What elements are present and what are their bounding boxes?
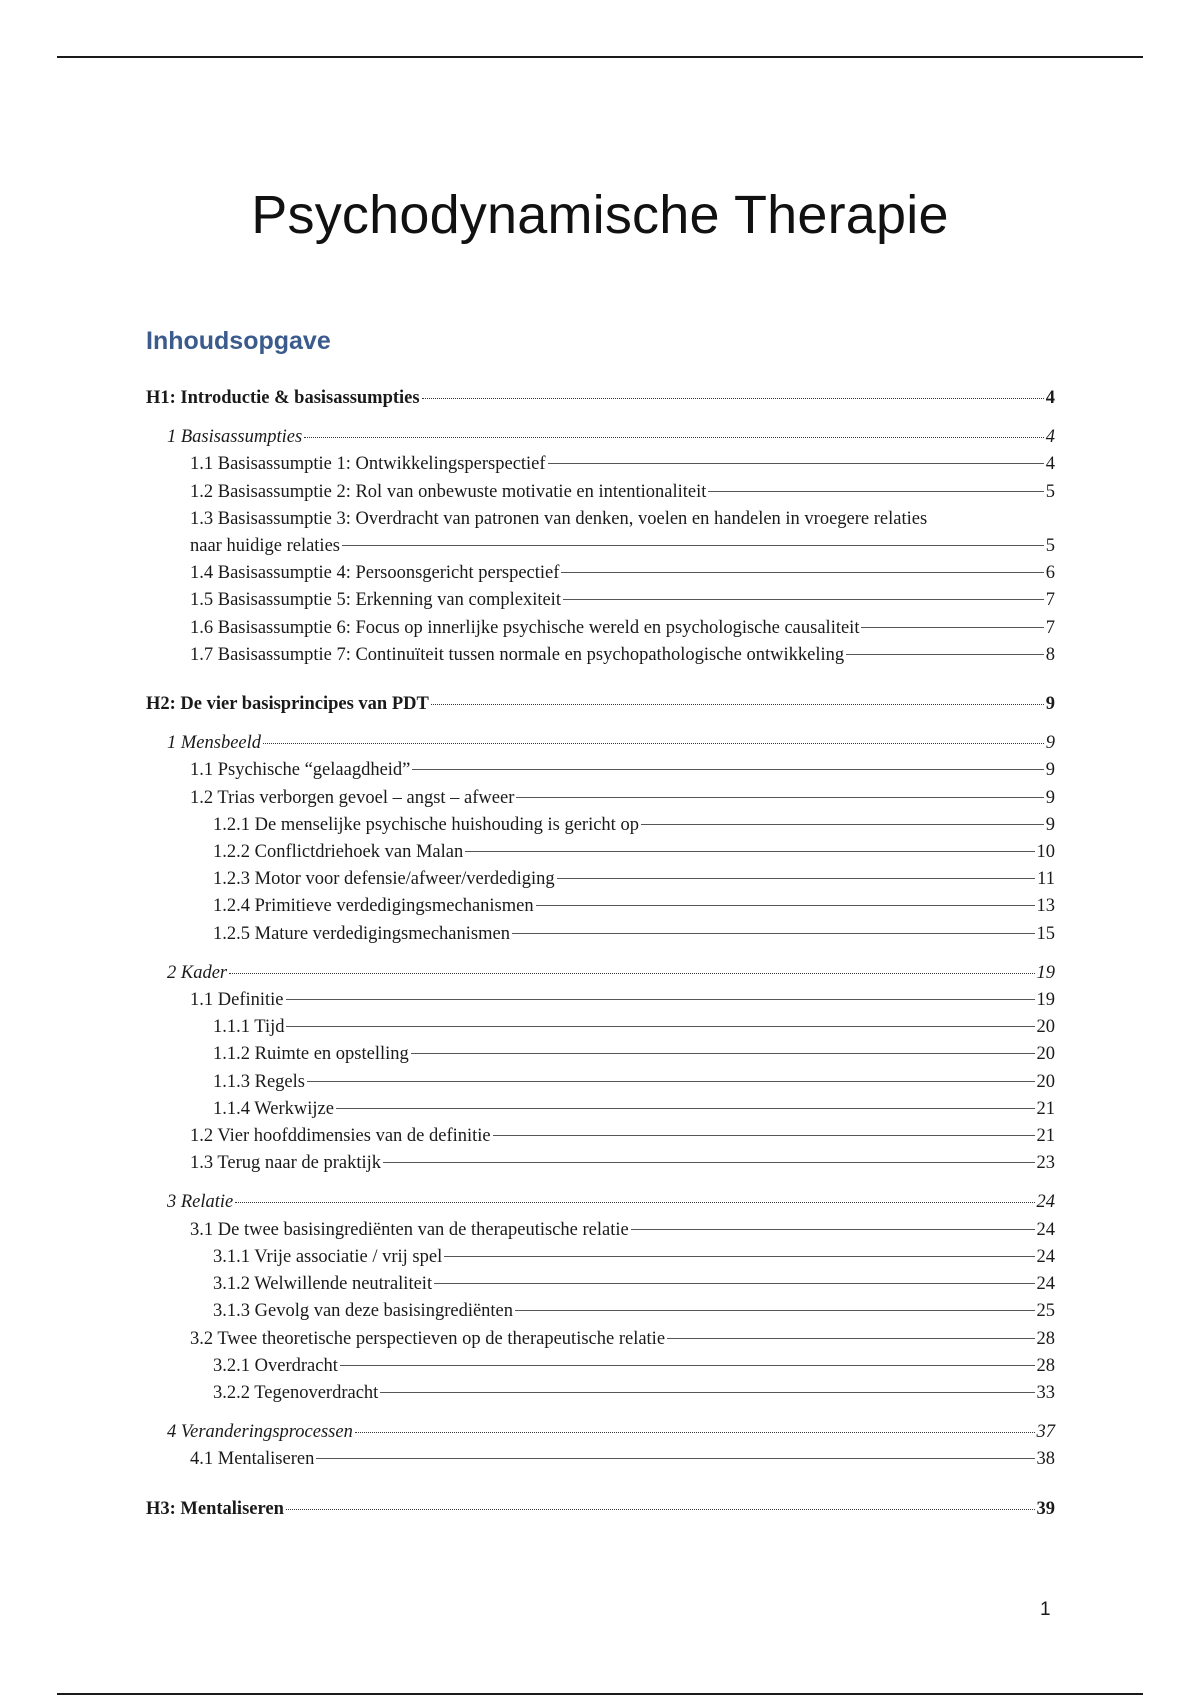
toc-entry-label: 1.2.2 Conflictdriehoek van Malan — [213, 842, 464, 863]
toc-entry-page: 10 — [1036, 842, 1055, 863]
toc-entry-label-continued: naar huidige relaties — [190, 536, 340, 557]
line-leader — [411, 1053, 1035, 1054]
line-leader — [465, 851, 1034, 852]
toc-entry-label: 3.2 Twee theoretische perspectieven op de therapeutische relatie — [190, 1328, 666, 1349]
toc-subsection[interactable] — [146, 506, 1055, 560]
dot-leader — [431, 704, 1044, 705]
toc-subsubsection[interactable] — [146, 839, 1055, 866]
toc-entry-label: 4 Veranderingsprocessen — [167, 1422, 353, 1443]
toc-entry-page: 33 — [1036, 1382, 1055, 1403]
line-leader — [563, 599, 1044, 600]
toc-entry-label: H3: Mentaliseren — [146, 1498, 284, 1519]
toc-entry-page: 7 — [1045, 617, 1055, 638]
dot-leader — [229, 973, 1034, 974]
toc-subsubsection[interactable] — [146, 1014, 1055, 1041]
line-leader — [631, 1229, 1035, 1230]
toc-subsection[interactable] — [146, 1326, 1055, 1353]
toc-subsection[interactable] — [146, 479, 1055, 506]
toc-entry-page: 13 — [1036, 896, 1055, 917]
toc-entry-page: 21 — [1036, 1098, 1055, 1119]
line-leader — [340, 1365, 1035, 1366]
line-leader — [641, 824, 1044, 825]
toc-entry-page: 20 — [1036, 1071, 1055, 1092]
toc-entry-label: 1.1 Psychische “gelaagdheid” — [190, 760, 411, 781]
toc-entry-page: 24 — [1036, 1219, 1055, 1240]
toc-entry-label: 1.2 Vier hoofddimensies van de definitie — [190, 1126, 491, 1147]
toc-entry-page: 7 — [1045, 590, 1055, 611]
toc-entry-label: 1.7 Basisassumptie 7: Continuïteit tussen normale en psychopathologische ontwikkeling — [190, 644, 845, 665]
toc-entry-page: 4 — [1045, 454, 1055, 475]
toc-subsubsection[interactable] — [146, 1380, 1055, 1407]
bottom-rule — [57, 1693, 1143, 1695]
dot-leader — [304, 437, 1044, 438]
toc-entry-page: 9 — [1045, 814, 1055, 835]
toc-subsection[interactable] — [146, 615, 1055, 642]
toc-subsection[interactable] — [146, 1446, 1055, 1473]
toc-entry-label: 4.1 Mentaliseren — [190, 1449, 315, 1470]
line-leader — [708, 491, 1043, 492]
toc-entry-page: 24 — [1036, 1246, 1055, 1267]
toc-section[interactable] — [146, 1419, 1055, 1446]
toc-entry-label: 1.1 Basisassumptie 1: Ontwikkelingsperspectief — [190, 454, 546, 475]
toc-entry-page: 15 — [1036, 923, 1055, 944]
line-leader — [342, 545, 1044, 546]
toc-entry-label: 1.2.1 De menselijke psychische huishouding is gericht op — [213, 814, 639, 835]
toc-subsection[interactable] — [146, 560, 1055, 587]
toc-chapter-h2[interactable] — [146, 691, 1055, 718]
toc-entry-page: 11 — [1037, 869, 1055, 890]
line-leader — [516, 797, 1043, 798]
toc-entry-page: 9 — [1045, 733, 1055, 754]
dot-leader — [263, 743, 1044, 744]
toc-entry-page: 9 — [1045, 694, 1055, 715]
toc-entry-page: 4 — [1045, 427, 1055, 448]
toc-subsection[interactable] — [146, 1217, 1055, 1244]
line-leader — [316, 1458, 1034, 1459]
toc-entry-page: 28 — [1036, 1355, 1055, 1376]
toc-entry-page: 20 — [1036, 1044, 1055, 1065]
toc-subsubsection[interactable] — [146, 812, 1055, 839]
toc-subsection[interactable] — [146, 1123, 1055, 1150]
toc-entry-label: 1.4 Basisassumptie 4: Persoonsgericht perspectief — [190, 563, 560, 584]
toc-entry-label: 1.1.2 Ruimte en opstelling — [213, 1044, 409, 1065]
toc-entry-label: 1.1 Definitie — [190, 990, 284, 1011]
toc-entry-page: 5 — [1045, 481, 1055, 502]
toc-entry-page: 37 — [1036, 1422, 1055, 1443]
toc-entry-label: 1.2 Basisassumptie 2: Rol van onbewuste motivatie en intentionaliteit — [190, 481, 707, 502]
toc-entry-label: 3.1.3 Gevolg van deze basisingrediënten — [213, 1301, 514, 1322]
toc-entry-label: 3.1.2 Welwillende neutraliteit — [213, 1274, 433, 1295]
line-leader — [434, 1283, 1034, 1284]
toc-entry-label: 3.2.2 Tegenoverdracht — [213, 1382, 379, 1403]
toc-subsubsection[interactable] — [146, 1271, 1055, 1298]
toc-chapter-h1[interactable] — [146, 385, 1055, 412]
top-rule — [57, 56, 1143, 58]
toc-entry-label: 2 Kader — [167, 962, 228, 983]
toc-entry-page: 5 — [1045, 536, 1055, 557]
line-leader — [307, 1081, 1035, 1082]
toc-entry-label: 1.6 Basisassumptie 6: Focus op innerlijke psychische wereld en psychologische causaliteit — [190, 617, 860, 638]
dot-leader — [355, 1432, 1035, 1433]
toc-entry-label: 1.2.5 Mature verdedigingsmechanismen — [213, 923, 510, 944]
toc-subsubsection[interactable] — [146, 1353, 1055, 1380]
toc-entry-page: 8 — [1045, 644, 1055, 665]
toc-entry-label: 1 Basisassumpties — [167, 427, 303, 448]
line-leader — [536, 905, 1035, 906]
line-leader — [444, 1256, 1034, 1257]
toc-entry-label: 3.1 De twee basisingrediënten van de therapeutische relatie — [190, 1219, 629, 1240]
line-leader — [286, 1026, 1034, 1027]
toc-subsubsection[interactable] — [146, 1096, 1055, 1123]
toc-subsubsection[interactable] — [146, 921, 1055, 948]
toc-entry-page: 19 — [1036, 990, 1055, 1011]
toc-entry-page: 39 — [1036, 1498, 1055, 1519]
toc-entry-page: 24 — [1036, 1274, 1055, 1295]
line-leader — [561, 572, 1043, 573]
toc-entry-label: 1.1.3 Regels — [213, 1071, 305, 1092]
toc-entry-label: 1.3 Basisassumptie 3: Overdracht van patronen van denken, voelen en handelen in vroegere relaties — [190, 508, 928, 529]
toc-section[interactable] — [146, 960, 1055, 987]
toc-entry-label: 1.2.3 Motor voor defensie/afweer/verdediging — [213, 869, 555, 890]
dot-leader — [422, 398, 1044, 399]
toc-entry-label: 1.2.4 Primitieve verdedigingsmechanismen — [213, 896, 534, 917]
toc-entry-label: 3.1.1 Vrije associatie / vrij spel — [213, 1246, 443, 1267]
line-leader — [380, 1392, 1034, 1393]
toc-entry-label: 3 Relatie — [167, 1192, 234, 1213]
toc-entry-label: 1.3 Terug naar de praktijk — [190, 1153, 382, 1174]
table-of-contents — [146, 385, 1055, 1523]
toc-entry-label: H2: De vier basisprincipes van PDT — [146, 694, 429, 715]
toc-entry-page: 6 — [1045, 563, 1055, 584]
toc-subsubsection[interactable] — [146, 1041, 1055, 1068]
line-leader — [548, 463, 1044, 464]
toc-entry-page: 4 — [1045, 388, 1055, 408]
line-leader — [861, 627, 1043, 628]
toc-subsubsection[interactable] — [146, 1298, 1055, 1325]
toc-subsection[interactable] — [146, 987, 1055, 1014]
toc-entry-page: 9 — [1045, 760, 1055, 781]
line-leader — [557, 878, 1036, 879]
toc-subsubsection[interactable] — [146, 893, 1055, 920]
toc-subsection[interactable] — [146, 587, 1055, 614]
toc-entry-page: 19 — [1036, 962, 1055, 983]
toc-subsubsection[interactable] — [146, 866, 1055, 893]
toc-heading: Inhoudsopgave — [146, 327, 331, 355]
toc-subsection[interactable] — [146, 642, 1055, 669]
line-leader — [286, 999, 1035, 1000]
line-leader — [667, 1338, 1034, 1339]
toc-entry-label: 1.1.4 Werkwijze — [213, 1098, 334, 1119]
toc-entry-page: 21 — [1036, 1126, 1055, 1147]
toc-section[interactable] — [146, 424, 1055, 451]
toc-entry-label: 3.2.1 Overdracht — [213, 1355, 338, 1376]
toc-entry-label: H1: Introductie & basisassumpties — [146, 388, 420, 408]
dot-leader — [235, 1202, 1034, 1203]
line-leader — [493, 1135, 1035, 1136]
page-number: 1 — [1040, 1599, 1051, 1620]
toc-entry-label: 1.1.1 Tijd — [213, 1017, 285, 1038]
line-leader — [512, 933, 1035, 934]
toc-entry-label: 1.2 Trias verborgen gevoel – angst – afweer — [190, 787, 515, 808]
toc-entry-page: 9 — [1045, 787, 1055, 808]
toc-subsection[interactable] — [146, 451, 1055, 478]
toc-subsection[interactable] — [146, 1150, 1055, 1177]
toc-entry-page: 24 — [1036, 1192, 1055, 1213]
line-leader — [412, 769, 1043, 770]
toc-entry-page: 25 — [1036, 1301, 1055, 1322]
document-title: Psychodynamische Therapie — [251, 185, 949, 246]
toc-subsubsection[interactable] — [146, 1069, 1055, 1096]
toc-entry-page: 23 — [1036, 1153, 1055, 1174]
toc-subsubsection[interactable] — [146, 1244, 1055, 1271]
toc-section[interactable] — [146, 1189, 1055, 1216]
toc-section[interactable] — [146, 730, 1055, 757]
toc-subsection[interactable] — [146, 785, 1055, 812]
toc-entry-page: 20 — [1036, 1017, 1055, 1038]
line-leader — [515, 1310, 1034, 1311]
toc-entry-label: 1.5 Basisassumptie 5: Erkenning van complexiteit — [190, 590, 561, 611]
line-leader — [383, 1162, 1034, 1163]
dot-leader — [286, 1509, 1035, 1510]
toc-entry-page: 28 — [1036, 1328, 1055, 1349]
toc-entry-label: 1 Mensbeeld — [167, 733, 262, 754]
toc-subsection[interactable] — [146, 757, 1055, 784]
line-leader — [846, 654, 1044, 655]
line-leader — [336, 1108, 1035, 1109]
toc-entry-page: 38 — [1036, 1449, 1055, 1470]
toc-chapter-h3[interactable] — [146, 1496, 1055, 1523]
